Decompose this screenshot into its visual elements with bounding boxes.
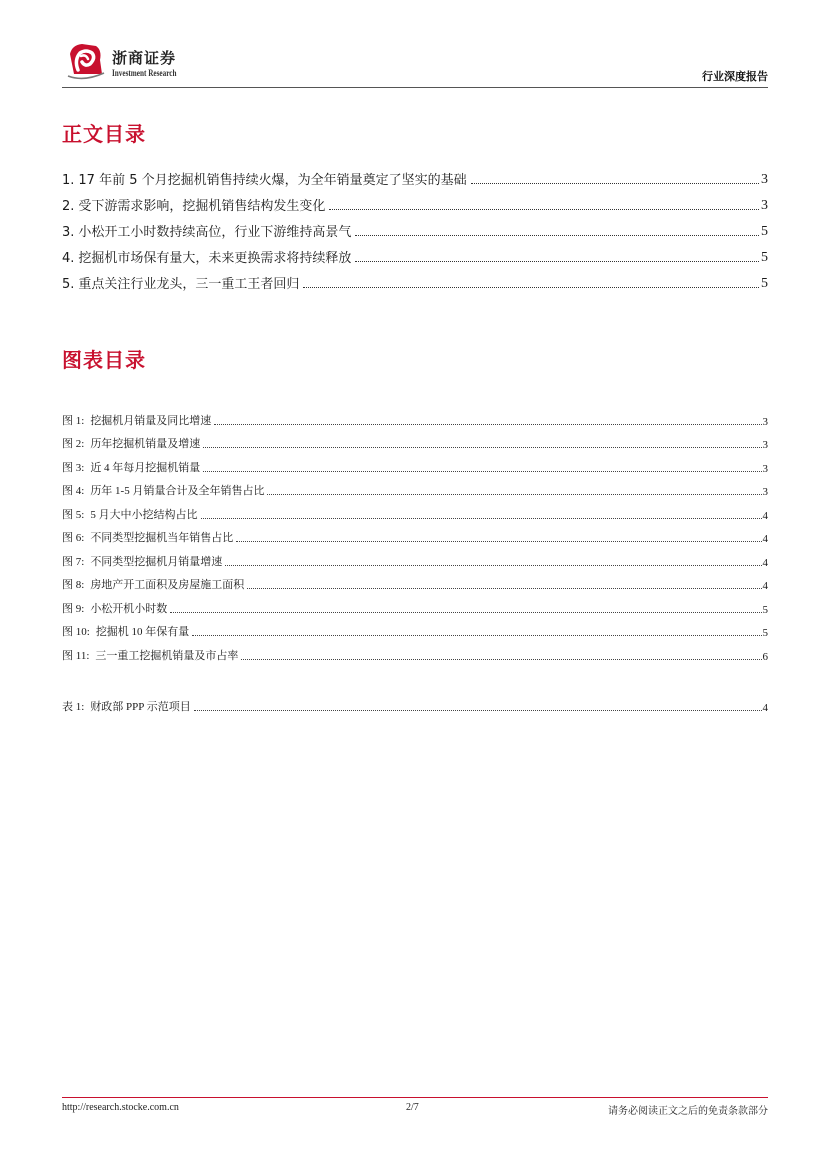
toc-entry-title: 17 年前 5 个月挖掘机销售持续火爆，为全年销量奠定了坚实的基础 <box>78 173 467 188</box>
report-type-label: 行业深度报告 <box>702 70 768 83</box>
toc-entry-number: 4. <box>62 251 75 266</box>
table-label: 表 1: <box>62 700 85 713</box>
figure-label: 图 2: <box>62 438 85 450</box>
figure-page: 3 <box>762 462 768 475</box>
figure-page: 4 <box>762 580 768 592</box>
dot-leader <box>471 183 759 184</box>
toc-entry-page: 5 <box>761 276 768 291</box>
toc-entry[interactable] <box>62 240 768 266</box>
toc-entry-page: 3 <box>761 172 768 187</box>
figure-label: 图 8: <box>62 579 85 591</box>
toc-title: 正文目录 <box>62 122 146 146</box>
toc-entry-number: 3. <box>62 225 75 240</box>
footer-url-link[interactable]: http://research.stocke.com.cn <box>62 1102 179 1113</box>
figure-title: 挖掘机月销量及同比增速 <box>90 414 212 427</box>
figure-page: 3 <box>762 439 768 451</box>
footer-divider <box>62 1097 768 1098</box>
toc-entry[interactable] <box>62 188 768 214</box>
figure-title: 历年挖掘机销量及增速 <box>90 438 201 450</box>
toc-entry[interactable] <box>62 162 768 188</box>
toc-entry-title: 挖掘机市场保有量大，未来更换需求将持续释放 <box>78 251 352 266</box>
toc-entry-page: 5 <box>761 224 768 239</box>
figure-label: 图 7: <box>62 555 85 568</box>
figure-list <box>62 404 768 663</box>
figures-title: 图表目录 <box>62 348 146 372</box>
figure-entry[interactable] <box>62 475 768 499</box>
toc-entry[interactable] <box>62 214 768 240</box>
toc-entry-title: 受下游需求影响，挖掘机销售结构发生变化 <box>78 199 326 214</box>
toc-entry-page: 3 <box>761 198 768 213</box>
figure-entry[interactable] <box>62 404 768 428</box>
figure-entry[interactable] <box>62 522 768 546</box>
logo-mark-icon <box>66 40 106 80</box>
page-header <box>62 36 768 88</box>
dot-leader <box>225 565 761 566</box>
dot-leader <box>203 447 761 448</box>
toc-entry-number: 5. <box>62 277 75 292</box>
figure-title: 不同类型挖掘机月销量增速 <box>90 555 223 568</box>
figure-label: 图 11: <box>62 649 90 662</box>
figure-label: 图 10: <box>62 626 90 638</box>
dot-leader <box>201 518 762 519</box>
toc-entry-page: 5 <box>761 250 768 265</box>
figure-label: 图 5: <box>62 508 85 521</box>
disclaimer-note: 请务必阅读正文之后的免责条款部分 <box>608 1106 768 1117</box>
toc-entry-title: 小松开工小时数持续高位，行业下游维持高景气 <box>78 225 352 240</box>
dot-leader <box>247 588 761 589</box>
dot-leader <box>236 541 761 542</box>
company-logo <box>66 40 186 84</box>
figure-page: 3 <box>762 486 768 498</box>
dot-leader <box>355 261 759 262</box>
figure-entry[interactable] <box>62 451 768 475</box>
figure-page: 3 <box>762 415 768 428</box>
figure-title: 5 月大中小挖结构占比 <box>90 508 198 521</box>
toc-entry-number: 2. <box>62 199 75 214</box>
dot-leader <box>303 287 759 288</box>
dot-leader <box>241 659 761 660</box>
page-number: 2/7 <box>406 1102 419 1113</box>
dot-leader <box>170 612 761 613</box>
logo-text-en: Investment Research <box>112 68 177 78</box>
figure-entry[interactable] <box>62 639 768 663</box>
dot-leader <box>329 209 759 210</box>
figure-label: 图 1: <box>62 414 85 427</box>
figure-page: 5 <box>762 627 768 639</box>
figure-entry[interactable] <box>62 428 768 452</box>
figure-title: 三一重工挖掘机销量及市占率 <box>95 649 239 662</box>
toc-entry-title: 重点关注行业龙头，三一重工王者回归 <box>78 277 300 292</box>
figure-label: 图 3: <box>62 461 85 474</box>
toc-entry-number: 1. <box>62 173 75 188</box>
figure-page: 5 <box>762 603 768 616</box>
figure-entry[interactable] <box>62 545 768 569</box>
dot-leader <box>214 424 761 425</box>
figure-title: 历年 1-5 月销量合计及全年销售占比 <box>90 485 265 497</box>
figure-label: 图 6: <box>62 532 85 544</box>
dot-leader <box>192 635 761 636</box>
dot-leader <box>355 235 759 236</box>
figure-page: 6 <box>762 650 768 663</box>
figure-entry[interactable] <box>62 569 768 593</box>
table-page: 4 <box>762 701 768 714</box>
figure-title: 近 4 年每月挖掘机销量 <box>90 461 201 474</box>
table-entry[interactable] <box>62 690 768 714</box>
figure-title: 房地产开工面积及房屋施工面积 <box>90 579 245 591</box>
figure-page: 4 <box>762 556 768 569</box>
figure-page: 4 <box>762 533 768 545</box>
figure-title: 不同类型挖掘机当年销售占比 <box>90 532 234 544</box>
toc-entry[interactable] <box>62 266 768 292</box>
dot-leader <box>267 494 761 495</box>
figure-title: 挖掘机 10 年保有量 <box>95 626 190 638</box>
logo-text-cn: 浙商证券 <box>112 49 177 67</box>
figure-page: 4 <box>762 509 768 522</box>
dot-leader <box>203 471 761 472</box>
dot-leader <box>194 710 762 711</box>
figure-label: 图 9: <box>62 602 85 615</box>
toc-list <box>62 162 768 292</box>
figure-title: 小松开机小时数 <box>90 602 168 615</box>
header-divider <box>62 87 768 88</box>
figure-entry[interactable] <box>62 592 768 616</box>
figure-label: 图 4: <box>62 485 85 497</box>
figure-entry[interactable] <box>62 616 768 640</box>
page-footer <box>62 1102 768 1118</box>
table-title: 财政部 PPP 示范项目 <box>90 700 191 713</box>
figure-entry[interactable] <box>62 498 768 522</box>
table-list <box>62 690 768 714</box>
